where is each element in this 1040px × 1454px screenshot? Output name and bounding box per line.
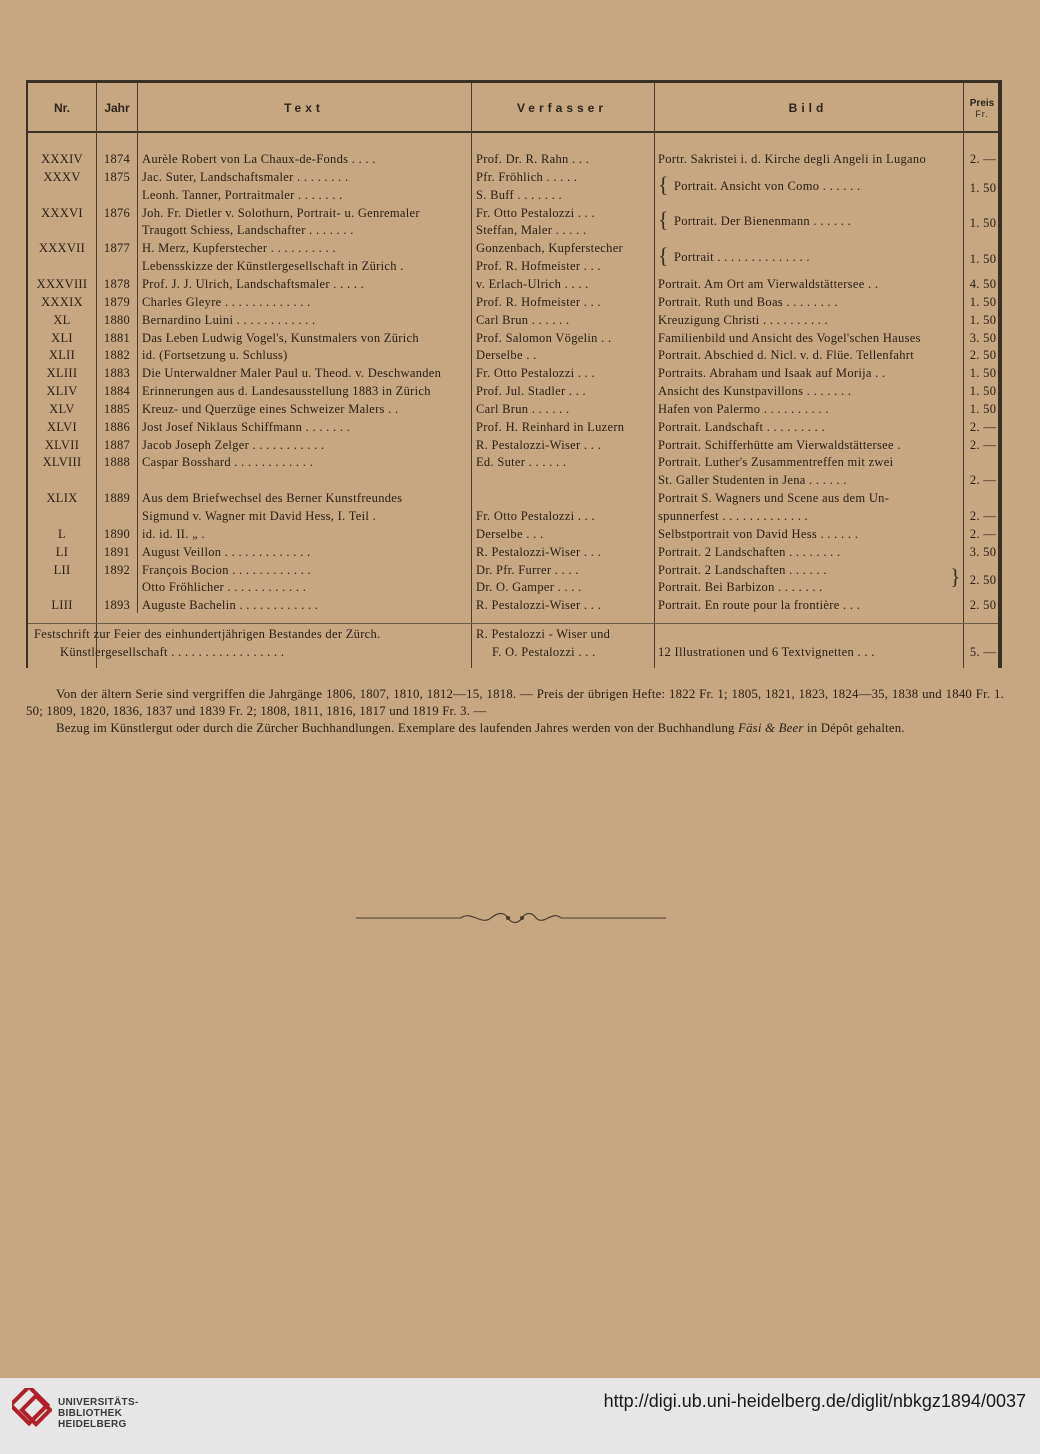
portrait1877-preis: 1. 50 [969, 252, 997, 266]
cell-verfasser: v. Erlach-Ulrich . . . . [476, 277, 589, 291]
cell-text: Die Unterwaldner Maler Paul u. Theod. v. Deschwanden [142, 366, 442, 380]
cell-jahr: 1890 [103, 527, 131, 541]
cell-preis: 2. — [969, 473, 997, 487]
cell-preis: 1. 50 [969, 313, 997, 327]
cell-text: Jacob Joseph Zelger . . . . . . . . . . . [142, 438, 325, 452]
cell-preis: 2. — [969, 152, 997, 166]
cell-jahr: 1893 [103, 598, 131, 612]
cell-text: Otto Fröhlicher . . . . . . . . . . . . [142, 580, 307, 594]
cell-bild: Portrait. 2 Landschaften . . . . . . [658, 563, 827, 577]
festschrift-verfasser-line1: R. Pestalozzi - Wiser und [476, 627, 611, 641]
header-jahr: Jahr [104, 101, 130, 115]
library-name [58, 1397, 139, 1430]
cell-nr: XL [53, 313, 71, 327]
cell-bild: Kreuzigung Christi . . . . . . . . . . [658, 313, 829, 327]
cell-preis: 2. — [969, 438, 997, 452]
cell-verfasser: Carl Brun . . . . . . [476, 402, 570, 416]
cell-bild: Hafen von Palermo . . . . . . . . . . [658, 402, 829, 416]
festschrift-verfasser-line2: F. O. Pestalozzi . . . [492, 645, 596, 659]
header-text: Text [284, 101, 324, 115]
festschrift-divider [28, 623, 998, 624]
festschrift-preis: 5. — [969, 645, 997, 659]
cell-preis: 2. — [969, 509, 997, 523]
cell-text: Traugott Schiess, Landschafter . . . . . . . [142, 223, 354, 237]
cell-jahr: 1881 [103, 331, 131, 345]
cell-preis: 2. 50 [969, 348, 997, 362]
cell-bild: Portrait. Luther's Zusammentreffen mit zwei [658, 455, 894, 469]
cell-preis: 2. — [969, 420, 997, 434]
cell-verfasser: R. Pestalozzi-Wiser . . . [476, 438, 602, 452]
cell-text: id. id. II. „ . [142, 527, 205, 541]
cell-verfasser: Prof. Dr. R. Rahn . . . [476, 152, 590, 166]
cell-verfasser: S. Buff . . . . . . . [476, 188, 562, 202]
cell-bild: Portrait. Schifferhütte am Vierwaldstättersee . [658, 438, 901, 452]
cell-nr: LIII [51, 598, 73, 612]
footnote-availability [26, 720, 1004, 737]
cell-jahr: 1878 [103, 277, 131, 291]
cell-jahr: 1883 [103, 366, 131, 380]
cell-text: Erinnerungen aus d. Landesausstellung 1883 in Zürich [142, 384, 431, 398]
library-name-line3: HEIDELBERG [58, 1419, 127, 1430]
cell-verfasser: Prof. H. Reinhard in Luzern [476, 420, 625, 434]
cell-jahr: 1892 [103, 563, 131, 577]
cell-text: Kreuz- und Querzüge eines Schweizer Malers . . [142, 402, 399, 416]
cell-verfasser: Fr. Otto Pestalozzi . . . [476, 509, 595, 523]
cell-text: Aurèle Robert von La Chaux-de-Fonds . . . . [142, 152, 376, 166]
cell-text: François Bocion . . . . . . . . . . . . [142, 563, 311, 577]
brace-icon: { [658, 207, 669, 232]
festschrift-text-line1: Festschrift zur Feier des einhundertjährigen Bestandes der Zürch. [34, 627, 381, 641]
cell-jahr: 1882 [103, 348, 131, 362]
cell-jahr: 1874 [103, 152, 131, 166]
cell-verfasser: Dr. O. Gamper . . . . [476, 580, 582, 594]
cell-preis: 1. 50 [969, 384, 997, 398]
cell-text: Sigmund v. Wagner mit David Hess, I. Teil . [142, 509, 377, 523]
header-preis-label: Preis [969, 97, 995, 109]
cell-bild: Portrait. En route pour la frontière . . . [658, 598, 861, 612]
cell-text: Joh. Fr. Dietler v. Solothurn, Portrait- u. Genremaler [142, 206, 420, 220]
cell-text: Leonh. Tanner, Portraitmaler . . . . . . . [142, 188, 343, 202]
cell-jahr: 1888 [103, 455, 131, 469]
header-verfasser: Verfasser [516, 101, 608, 115]
header-bild: Bild [788, 101, 828, 115]
cell-verfasser: Fr. Otto Pestalozzi . . . [476, 366, 595, 380]
column-rule [654, 83, 655, 668]
cell-nr: LI [55, 545, 69, 559]
cell-nr: XXXVII [38, 241, 86, 255]
cell-bild: Portrait. Landschaft . . . . . . . . . [658, 420, 825, 434]
bocion-preis: 2. 50 [969, 573, 997, 587]
cell-text: Jost Josef Niklaus Schiffmann . . . . . . . [142, 420, 351, 434]
cell-bild: Ansicht des Kunstpavillons . . . . . . . [658, 384, 852, 398]
footnote-availability-text: Bezug im Künstlergut oder durch die Zürcher Buchhandlungen. Exemplare des laufenden Jahres werden von der Buchhandlung [56, 721, 735, 735]
header-preis [963, 87, 1001, 129]
cell-verfasser: Dr. Pfr. Furrer . . . . [476, 563, 579, 577]
cell-nr: XXXIX [41, 295, 83, 309]
cell-jahr: 1879 [103, 295, 131, 309]
cell-nr: XLI [51, 331, 73, 345]
cell-verfasser: Prof. R. Hofmeister . . . [476, 295, 601, 309]
cell-verfasser: Prof. R. Hofmeister . . . [476, 259, 601, 273]
cell-preis: 2. — [969, 527, 997, 541]
library-footer [0, 1378, 1040, 1454]
cell-jahr: 1885 [103, 402, 131, 416]
como-bild: Portrait. Ansicht von Como . . . . . . [674, 179, 861, 193]
bienenmann-preis: 1. 50 [969, 216, 997, 230]
cell-jahr: 1884 [103, 384, 131, 398]
cell-preis: 3. 50 [969, 545, 997, 559]
cell-verfasser: Derselbe . . . [476, 527, 544, 541]
cell-jahr: 1889 [103, 491, 131, 505]
cell-verfasser: Pfr. Fröhlich . . . . . [476, 170, 578, 184]
ornament-flourish-icon [356, 906, 666, 930]
cell-preis: 1. 50 [969, 402, 997, 416]
cell-text: Prof. J. J. Ulrich, Landschaftsmaler . . . . . [142, 277, 365, 291]
cell-verfasser: R. Pestalozzi-Wiser . . . [476, 545, 602, 559]
cell-verfasser: R. Pestalozzi-Wiser . . . [476, 598, 602, 612]
bienenmann-bild: Portrait. Der Bienenmann . . . . . . [674, 214, 852, 228]
column-rule [471, 83, 472, 668]
cell-nr: LII [53, 563, 71, 577]
cell-bild: Portrait. Am Ort am Vierwaldstättersee . . [658, 277, 879, 291]
cell-bild: Portrait. 2 Landschaften . . . . . . . . [658, 545, 841, 559]
cell-nr: XLIX [46, 491, 78, 505]
cell-jahr: 1886 [103, 420, 131, 434]
cell-bild: Portraits. Abraham und Isaak auf Morija . . [658, 366, 886, 380]
cell-text: id. (Fortsetzung u. Schluss) [142, 348, 288, 362]
header-preis-unit: Fr. [975, 108, 989, 119]
portrait1877-bild: Portrait . . . . . . . . . . . . . . [674, 250, 810, 264]
library-name-line2: BIBLIOTHEK [58, 1408, 123, 1419]
column-rule [96, 83, 97, 668]
cell-preis: 1. 50 [969, 295, 997, 309]
cell-text: Das Leben Ludwig Vogel's, Kunstmalers von Zürich [142, 331, 419, 345]
permalink[interactable]: http://digi.ub.uni-heidelberg.de/diglit/nbkgz1894/0037 [603, 1391, 1026, 1411]
cell-text: Caspar Bosshard . . . . . . . . . . . . [142, 455, 314, 469]
cell-text: Aus dem Briefwechsel des Berner Kunstfreundes [142, 491, 403, 505]
cell-jahr: 1877 [103, 241, 131, 255]
cell-bild: Familienbild und Ansicht des Vogel'schen Hauses [658, 331, 921, 345]
cell-jahr: 1876 [103, 206, 131, 220]
cell-preis: 4. 50 [969, 277, 997, 291]
cell-text: Bernardino Luini . . . . . . . . . . . . [142, 313, 316, 327]
cell-preis: 3. 50 [969, 331, 997, 345]
cell-nr: XXXV [43, 170, 81, 184]
cell-jahr: 1875 [103, 170, 131, 184]
cell-bild: Portrait. Bei Barbizon . . . . . . . [658, 580, 823, 594]
cell-preis: 2. 50 [969, 598, 997, 612]
cell-nr: XLIV [46, 384, 78, 398]
cell-bild: spunnerfest . . . . . . . . . . . . . [658, 509, 808, 523]
cell-bild: Portr. Sakristei i. d. Kirche degli Angeli in Lugano [658, 152, 926, 166]
cell-nr: XXXVIII [36, 277, 88, 291]
festschrift-text-line2: Künstlergesellschaft . . . . . . . . . . . . . . . . . [60, 645, 285, 659]
cell-verfasser: Prof. Salomon Vögelin . . [476, 331, 612, 345]
cell-text: August Veillon . . . . . . . . . . . . . [142, 545, 311, 559]
cell-jahr: 1887 [103, 438, 131, 452]
footnote-availability-end: in Dépôt gehalten. [806, 721, 905, 735]
cell-jahr: 1891 [103, 545, 131, 559]
cell-verfasser: Prof. Jul. Stadler . . . [476, 384, 586, 398]
header-nr: Nr. [53, 101, 70, 115]
publications-table [26, 80, 1002, 668]
cell-text: Lebensskizze der Künstlergesellschaft in Zürich . [142, 259, 404, 273]
brace-icon: { [658, 172, 669, 197]
cell-nr: XLVIII [42, 455, 82, 469]
como-preis: 1. 50 [969, 181, 997, 195]
cell-verfasser: Steffan, Maler . . . . . [476, 223, 587, 237]
footnotes [26, 686, 1004, 737]
cell-nr: XLII [48, 348, 76, 362]
cell-verfasser: Ed. Suter . . . . . . [476, 455, 567, 469]
cell-nr: L [58, 527, 66, 541]
cell-verfasser: Derselbe . . [476, 348, 537, 362]
cell-nr: XXXIV [41, 152, 83, 166]
cell-nr: XXXVI [41, 206, 83, 220]
cell-bild: Portrait. Ruth und Boas . . . . . . . . [658, 295, 838, 309]
library-name-line1: UNIVERSITÄTS- [58, 1397, 139, 1408]
cell-text: Charles Gleyre . . . . . . . . . . . . . [142, 295, 311, 309]
table-header [28, 83, 998, 133]
cell-text: Auguste Bachelin . . . . . . . . . . . . [142, 598, 319, 612]
cell-nr: XLV [49, 402, 75, 416]
festschrift-bild: 12 Illustrationen und 6 Textvignetten . . . [658, 645, 875, 659]
column-rule [137, 83, 138, 613]
footnote-out-of-print: Von der ältern Serie sind vergriffen die Jahrgänge 1806, 1807, 1810, 1812—15, 1818. — Preis der übrigen Hefte: 1822 Fr. 1; 1805, 1821, 1823, 1824—35, 1838 und 1840 Fr. 1. 50; 1809, 1820, 1836, 1837 und 1839 Fr. 2; 1808, 1811, 1816, 1817 und 1819 Fr. 3. — [26, 687, 1004, 718]
cell-nr: XLVI [47, 420, 77, 434]
cell-verfasser: Carl Brun . . . . . . [476, 313, 570, 327]
cell-nr: XLIII [46, 366, 78, 380]
brace-icon: } [950, 564, 961, 589]
cell-verfasser: Gonzenbach, Kupferstecher [476, 241, 624, 255]
cell-bild: Portrait S. Wagners und Scene aus dem Un- [658, 491, 890, 505]
cell-jahr: 1880 [103, 313, 131, 327]
cell-bild: St. Galler Studenten in Jena . . . . . . [658, 473, 847, 487]
brace-icon: { [658, 243, 669, 268]
cell-verfasser: Fr. Otto Pestalozzi . . . [476, 206, 595, 220]
publisher-name: Fäsi & Beer [738, 721, 804, 735]
cell-preis: 1. 50 [969, 366, 997, 380]
university-library-logo-icon [12, 1388, 52, 1428]
cell-nr: XLVII [44, 438, 80, 452]
cell-bild: Selbstportrait von David Hess . . . . . . [658, 527, 859, 541]
cell-text: H. Merz, Kupferstecher . . . . . . . . . . [142, 241, 336, 255]
cell-bild: Portrait. Abschied d. Nicl. v. d. Flüe. Tellenfahrt [658, 348, 915, 362]
cell-text: Jac. Suter, Landschaftsmaler . . . . . . . . [142, 170, 349, 184]
